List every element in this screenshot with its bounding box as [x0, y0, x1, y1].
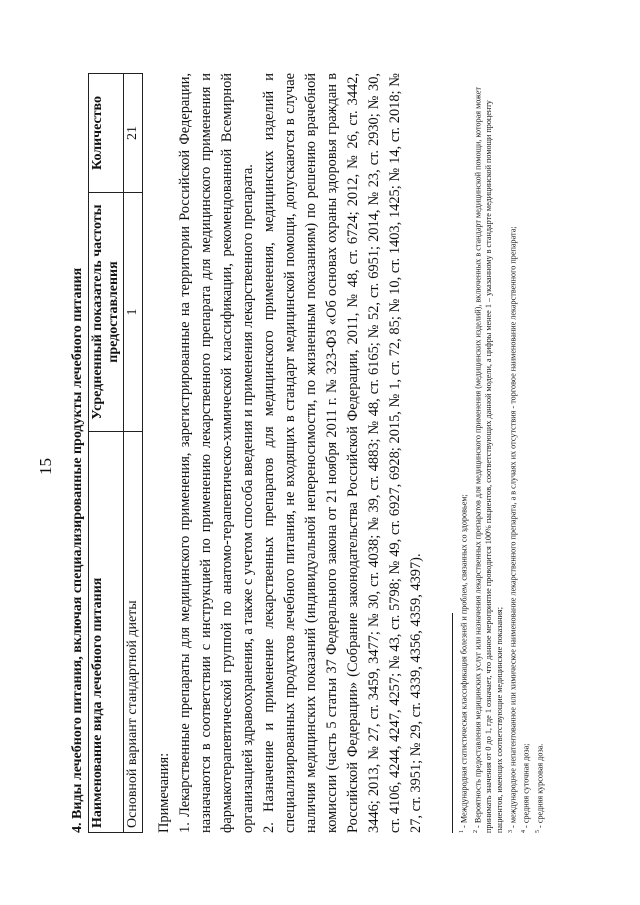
notes-block: [154, 73, 427, 833]
footnote-mark: 1: [459, 830, 465, 833]
footnote-mark: 4: [521, 830, 528, 833]
footnote-divider: [452, 613, 453, 833]
footnote-1: [457, 73, 471, 833]
table-row: [124, 74, 143, 833]
footnotes-block: [457, 73, 546, 833]
note-item-2: 2. Назначение и применение лекарственных препаратов для медицинского применения, медицинских изделий и специализированных продуктов лечебного питания, не входящих в стандарт медицинской помощи, допускаются в случае наличия медицинских показаний (индивидуальной непереносимости, по жизненным показаниям) по решению врачебной комиссии (часть 5 статьи 37 Федерального закона от 21 ноября 2011 г. № 323-ФЗ «Об основах охраны здоровья граждан в Российской Федерации» (Собрание законодательства Российской Федерации, 2011, № 48, ст. 6724; 2012, № 26, ст. 3442, 3446; 2013, № 27, ст. 3459, 3477; № 30, ст. 4038; № 39, ст. 4883; № 48, ст. 6165; № 52, ст. 6951; 2014, № 23, ст. 2930; № 30, ст. 4106, 4244, 4247, 4257; № 43, ст. 5798; № 49, ст. 6927, 6928; 2015, № 1, ст. 72, 85; № 10, ст. 1403, 1425; № 14, ст. 2018; № 27, ст. 3951; № 29, ст. 4339, 4356, 4359, 4397).: [261, 73, 424, 833]
footnote-text: - средняя суточная доза;: [521, 743, 531, 830]
page-number: 15: [36, 458, 55, 475]
cell-quantity: 21: [124, 74, 143, 193]
header-diet-name: Наименование вида лечебного питания: [89, 432, 124, 833]
cell-frequency: 1: [124, 193, 143, 432]
note-item-1: 1. Лекарственные препараты для медицинского применения, зарегистрированные на территории Российской Федерации, назначаются в соответствии с инструкцией по применению лекарственного препарата для медицинского применения и фармакотерапевтической группой по анатомо-терапевтическо-химической классификации, рекомендованной Всемирной организацией здравоохранения, а также с учетом способа введения и применения лекарственного препарата.: [177, 73, 256, 833]
footnote-text: - Вероятность предоставления медицинских услуг или назначения лекарственных препаратов для медицинского применения (медицинских изделий), включенных в стандарт медицинской помощи, которая может принимать значения от 0 до 1, где 1 означает, что данное мероприятие проводится 100% пациентов, соответствующих данной модели, а цифры менее 1 – указанному в стандарте медицинской помощи проценту пациентов, имеющих соответствующие медицинские показания;: [473, 87, 504, 833]
notes-heading: Примечания:: [156, 752, 172, 833]
footnote-3: [506, 73, 520, 833]
footnote-mark: 3: [507, 830, 514, 833]
header-frequency: Усредненный показатель частоты предоставления: [89, 193, 124, 432]
footnote-mark: 2: [472, 830, 479, 833]
footnote-5: [533, 73, 547, 833]
table-header-row: [89, 74, 124, 833]
cell-diet-name: Основной вариант стандартной диеты: [124, 432, 143, 833]
header-quantity: Количество: [89, 74, 124, 193]
diet-table: [88, 73, 143, 833]
section-title: 4. Виды лечебного питания, включая специализированные продукты лечебного питания: [70, 267, 85, 833]
footnote-text: - Международная статистическая классификация болезней и проблем, связанных со здоровьем;: [459, 494, 469, 830]
footnote-mark: 5: [534, 830, 541, 833]
footnote-4: [519, 73, 533, 833]
footnote-text: - средняя курсовая доза.: [535, 743, 545, 830]
footnote-text: - международное непатентованное или химическое наименование лекарственного препарата, а в случаях их отсутствия - торговое наименование лекарственного препарата;: [508, 226, 518, 830]
footnote-2: [471, 73, 506, 833]
